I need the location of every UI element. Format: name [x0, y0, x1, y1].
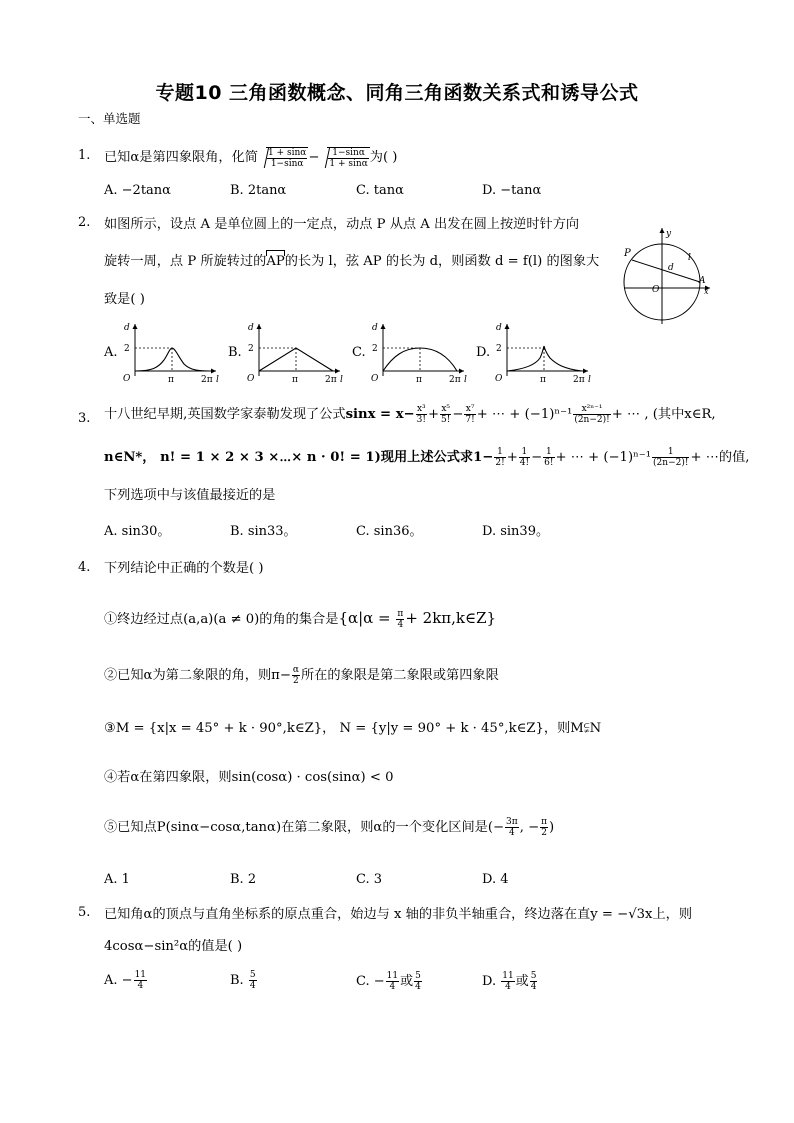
q2-line2-b: 的长为 l，弦 AP 的长为 d，则函数 d = f(l) 的图象大 — [284, 254, 600, 269]
origin-label: O — [123, 374, 131, 384]
option-frac-den: 4 — [137, 981, 144, 991]
q3-frac-c-den: 7! — [465, 415, 475, 425]
q1-option-c: C. tanα — [356, 183, 404, 198]
tick-2pi-label: 2π — [449, 375, 461, 385]
q3-line1-d: + ⋯ , (其中x∈R, — [611, 407, 716, 422]
option-frac-num: 11 — [386, 971, 399, 981]
tick-pi-label: π — [168, 375, 174, 385]
x-axis-arrow — [335, 369, 340, 374]
q3-option-a: A. sin30。 — [104, 524, 171, 539]
q3-line3: 下列选项中与该值最接近的是 — [104, 488, 276, 503]
q4-s1-c: + 2kπ,k∈Z} — [405, 609, 497, 627]
q5-line2: 4cosα−sin²α的值是( ) — [104, 939, 243, 954]
option-frac2-den: 4 — [530, 982, 537, 992]
q3-line1: 十八世纪早期,英国数学家泰勒发现了公式sinx = x− $\frac{\text{x³}}{3!}$ + $\frac{\text{x⁵}}{5!}$ − $\frac{\text{x⁷}}{7!}$ + ⋯ + (−1)ⁿ⁻¹ $\frac{\text{x²ⁿ⁻¹}}{(2n-2)!}$ + ⋯ , (其中x∈R, — [104, 404, 716, 425]
tick-2-label: 2 — [248, 344, 254, 354]
y-axis-arrow — [505, 324, 510, 329]
q2-option-b-label: B. — [228, 345, 242, 360]
option-frac-num: 11 — [502, 971, 514, 981]
unit-circle-figure — [618, 222, 718, 326]
y-axis-arrow — [257, 324, 262, 329]
q5-number: 5. — [78, 905, 91, 920]
q3-line2: n∈N*， n! = 1 × 2 × 3 ×⋯× n · 0! = 1)现用上述公式求1− $\frac{1}{2!}$ + $\frac{1}{4!}$ − $\frac{1}{6!}$ + ⋯ + (−1)ⁿ⁻¹ $\frac{1}{(2n-2)!}$ + ⋯的值, — [104, 447, 750, 468]
axis-d-label: d — [496, 323, 502, 333]
q2-arc-label: AP — [266, 254, 285, 269]
q3-frac-d-den: (2n−2)! — [574, 415, 610, 425]
q1-frac2-num: 1−sinα — [328, 148, 368, 159]
circle-P-label: P — [624, 248, 631, 259]
option-frac-num: 5 — [249, 970, 256, 980]
q3-g-b-num: 1 — [519, 447, 530, 458]
option-frac2-num: 5 — [530, 971, 537, 981]
option-letter: D. — [482, 974, 497, 989]
q5-option-a — [104, 970, 148, 991]
x-axis-arrow — [459, 369, 464, 374]
y-axis-arrow — [381, 324, 386, 329]
q4-stem: 下列结论中正确的个数是( ) — [104, 561, 264, 576]
q3-line2-b: + ⋯ + (−1)ⁿ⁻¹ — [555, 450, 652, 465]
q5-line1: 已知角α的顶点与直角坐标系的原点重合，始边与 x 轴的非负半轴重合，终边落在直y = −√3x上，则 — [104, 907, 693, 922]
tick-2pi-label: 2π — [325, 375, 337, 385]
q2-number: 2. — [78, 215, 91, 230]
x-axis-arrow — [211, 369, 216, 374]
q4-s2-frac-num: α — [292, 665, 299, 675]
q4-s2-frac-den: 2 — [293, 676, 299, 686]
q4-statement-4: ④若α在第四象限，则sin(cosα) · cos(sinα) < 0 — [104, 770, 394, 785]
circle-y-label: y — [666, 229, 672, 239]
option-frac-den: 4 — [389, 982, 396, 992]
q3-line1-c: + ⋯ + (−1)ⁿ⁻¹ — [476, 407, 573, 422]
q3-g-a-num: 1 — [494, 447, 505, 458]
x-axis-arrow — [583, 369, 588, 374]
origin-label: O — [495, 374, 503, 384]
q1-option-b: B. 2tanα — [230, 183, 287, 198]
axis-d-label: d — [248, 323, 254, 333]
axis-l-label: l — [588, 375, 591, 385]
q2-option-d-label: D. — [476, 345, 491, 360]
q3-option-b: B. sin33。 — [230, 524, 297, 539]
circle-A-label: A — [699, 276, 706, 286]
circle-O-label: O — [652, 285, 660, 295]
q5-option-b — [230, 970, 258, 991]
q2-option-a-graph — [118, 318, 219, 386]
graph-curve — [383, 348, 457, 371]
q3-g-c-num: 1 — [543, 447, 554, 458]
q3-formula-start: sinx = x− — [345, 407, 415, 422]
tick-2-label: 2 — [372, 344, 378, 354]
q1-sqrt-2 — [327, 147, 369, 169]
q3-g-d-den: (2n−2)! — [653, 458, 689, 468]
option-or: 或 — [515, 974, 529, 989]
q3-frac-a-num: x³ — [416, 404, 426, 414]
q4-option-b: B. 2 — [230, 872, 257, 887]
graph-curve — [259, 348, 333, 371]
q2-line2-a: 旋转一周，点 P 所旋转过的 — [104, 254, 267, 269]
axis-l-label: l — [464, 375, 467, 385]
option-sign: − — [121, 973, 133, 988]
q1-frac2-den: 1 + sinα — [329, 158, 368, 169]
q2-option-b-graph — [242, 318, 343, 386]
q4-s1-a: ①终边经过点(a,a)(a ≠ 0)的角的集合是 — [104, 612, 339, 627]
q4-s5-b: (− — [487, 820, 505, 835]
page-title: 专题10 三角函数概念、同角三角函数关系式和诱导公式 — [155, 82, 639, 104]
option-frac-den: 4 — [249, 981, 256, 991]
tick-2-label: 2 — [496, 344, 502, 354]
q4-s2-a: ②已知α为第二象限的角，则π− — [104, 668, 291, 683]
q3-g-c-den: 6! — [544, 458, 554, 468]
q1-stem-text: 已知α是第四象限角，化简 — [104, 150, 258, 165]
q3-line2-c: + ⋯的值, — [690, 450, 750, 465]
tick-2pi-label: 2π — [573, 375, 585, 385]
q4-s5-frac1-den: 4 — [508, 828, 515, 838]
q3-frac-d-num: x²ⁿ⁻¹ — [573, 404, 610, 415]
q3-frac-c-num: x⁷ — [465, 404, 475, 414]
q3-frac-b-num: x⁵ — [441, 404, 451, 414]
q3-frac-b-den: 5! — [441, 415, 451, 425]
tick-pi-label: π — [540, 375, 546, 385]
option-letter: C. — [356, 974, 370, 989]
tick-2-label: 2 — [124, 344, 130, 354]
q2-arc — [266, 250, 284, 269]
axis-l-label: l — [216, 375, 219, 385]
q2-option-d-graph — [490, 318, 591, 386]
q4-s1-b: {α|α = — [338, 609, 396, 627]
q4-s1-frac-den: 4 — [397, 620, 404, 630]
q5-option-c — [356, 970, 423, 992]
option-or: 或 — [400, 974, 414, 989]
q4-s5-d: ) — [549, 820, 555, 835]
axis-l-label: l — [340, 375, 343, 385]
origin-label: O — [371, 374, 379, 384]
section-heading: 一、单选题 — [78, 111, 141, 126]
q2-option-c-label: C. — [352, 345, 366, 360]
graph-curve — [507, 346, 582, 371]
q1-option-d: D. −tanα — [482, 183, 542, 198]
circle-x-label: x — [704, 287, 709, 296]
q5-option-d — [482, 970, 538, 992]
tick-2pi-label: 2π — [201, 375, 213, 385]
q4-s5-c: , − — [519, 820, 540, 835]
circle-l-label: l — [688, 253, 691, 263]
q3-frac-a-den: 3! — [416, 415, 426, 425]
q4-s1-frac-num: π — [397, 609, 404, 619]
option-letter: A. — [104, 973, 118, 988]
q2-option-a-label: A. — [104, 345, 118, 360]
q4-statement-2 — [104, 664, 499, 686]
origin-label: O — [247, 374, 255, 384]
option-frac2-num: 5 — [415, 971, 421, 981]
q3-line2-a: n∈N*， n! = 1 × 2 × 3 ×⋯× n · 0! = 1)现用上述公式求1− — [104, 450, 494, 465]
q4-statement-1 — [104, 608, 496, 630]
y-axis-arrow — [133, 324, 138, 329]
axis-d-label: d — [124, 323, 130, 333]
q3-option-d: D. sin39。 — [482, 524, 549, 539]
q3-number: 3. — [78, 411, 91, 426]
q3-g-a-den: 2! — [495, 458, 505, 468]
q2-line1: 如图所示，设点 A 是单位圆上的一定点，动点 P 从点 A 出发在圆上按逆时针方向 — [104, 217, 580, 232]
q3-g-b-den: 4! — [519, 458, 530, 468]
q4-option-c: C. 3 — [356, 872, 383, 887]
q4-s5-a: ⑤已知点P(sinα−cosα,tanα)在第二象限，则α的一个变化区间是 — [104, 820, 488, 835]
circle-d-label: d — [668, 263, 674, 273]
axis-d-label: d — [372, 323, 378, 333]
tick-pi-label: π — [416, 375, 422, 385]
q4-statement-3: ③M = {x|x = 45° + k · 90°,k∈Z}， N = {y|y = 90° + k · 45°,k∈Z}，则M⫋N — [104, 721, 602, 736]
q1-option-a: A. −2tanα — [104, 183, 171, 198]
q4-s5-frac1-num: 3π — [506, 817, 518, 827]
q3-line1-a: 十八世纪早期,英国数学家泰勒发现了公式 — [104, 407, 346, 422]
q4-s5-frac2-num: π — [541, 817, 548, 827]
q2-line3: 致是( ) — [104, 292, 145, 307]
q4-number: 4. — [78, 560, 91, 575]
option-frac-num: 11 — [134, 970, 147, 980]
option-letter: B. — [230, 973, 244, 988]
option-sign: − — [373, 974, 385, 989]
q3-option-c: C. sin36。 — [356, 524, 423, 539]
q3-g-d-num: 1 — [652, 447, 689, 458]
q4-s2-b: 所在的象限是第二象限或第四象限 — [300, 668, 499, 683]
q4-s5-frac2-den: 2 — [541, 828, 547, 838]
q4-statement-5 — [104, 816, 554, 838]
q1-stem-end: 为( ) — [369, 150, 398, 165]
option-frac2-den: 4 — [415, 982, 421, 992]
q1-number: 1. — [78, 148, 91, 163]
option-frac-den: 4 — [505, 982, 511, 992]
q1-frac1-num: 1 + sinα — [267, 147, 307, 158]
q4-option-a: A. 1 — [104, 872, 130, 887]
tick-pi-label: π — [292, 375, 298, 385]
q1-frac1-den: 1−sinα — [270, 158, 304, 169]
q1-sqrt-1 — [266, 147, 308, 169]
q1-stem: 已知α是第四象限角，化简 $\frac{1 + \sin\alpha}{1-\sin\alpha}$ − $\frac{1-\sin\alpha}{1 + \sin\alpha}$ 为( ) — [104, 147, 398, 169]
q2-option-c-graph — [366, 318, 467, 386]
q4-option-d: D. 4 — [482, 872, 509, 887]
graph-curve — [135, 348, 210, 371]
q2-line2 — [104, 250, 599, 269]
